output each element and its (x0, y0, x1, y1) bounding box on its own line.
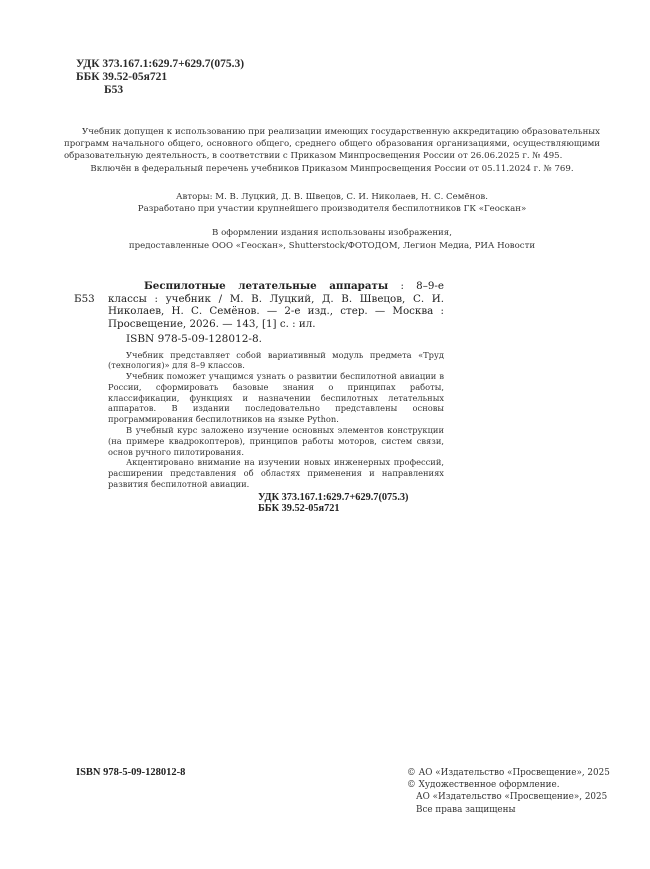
annotation-paragraph: Учебник представляет собой вариативный модуль предмета «Труд (технология)» для 8–9 классов. (108, 349, 444, 371)
copyright-design: © Художественное оформление. (407, 780, 560, 791)
credits (64, 179, 600, 252)
authors: Авторы: М. В. Луцкий, Д. В. Швецов, С. И. Николаев, Н. С. Семёнов. (176, 192, 488, 202)
author-mark: Б53 (104, 84, 124, 96)
udk-code: УДК 373.167.1:629.7+629.7(075.3) (76, 58, 245, 70)
bibliographic-description: : 8–9-е классы : учебник / М. В. Луцкий, Д. В. Швецов, С. И. Николаев, Н. С. Семёнов. — 2-е изд., стер. — Москва : Просвещение, 2026. — 143, [1] с. : ил. (108, 280, 445, 330)
catalog-bbk: ББК 39.52-05я721 (258, 503, 340, 515)
federal-list-text: Включён в федеральный перечень учебников Приказом Минпросвещения России от 05.11.2024 г. № 769. (90, 163, 574, 174)
developed-note: Разработано при участии крупнейшего производителя беспилотников ГК «Геоскан» (137, 204, 527, 215)
approval-notice (64, 126, 600, 175)
images-credit-line1: В оформлении издания использованы изображения, (212, 228, 452, 239)
bbk-code: ББК 39.52-05я721 (76, 71, 168, 83)
annotation-paragraph: В учебный курс заложено изучение основных элементов конструкции (на примере квадрокоптеров), принципов работы моторов, систем связи, основ ручного пилотирования. (108, 425, 444, 457)
bibliographic-record (66, 280, 444, 330)
book-title: Беспилотные летательные аппараты (144, 280, 389, 292)
footer-isbn: ISBN 978-5-09-128012-8 (76, 767, 186, 778)
annotation-paragraph: Акцентировано внимание на изучении новых инженерных профессий, расширении представления об областях применения и направлениях развития беспилотной авиации. (108, 457, 444, 490)
classification-header (76, 58, 244, 97)
catalog-card (66, 280, 444, 515)
copyright-publisher: © АО «Издательство «Просвещение», 2025 (407, 768, 610, 778)
copyright-block (407, 767, 610, 816)
catalog-classification (258, 492, 444, 515)
copyright-design-owner: АО «Издательство «Просвещение», 2025 (416, 792, 608, 803)
images-credit-line2: предоставленные ООО «Геоскан», Shutterstock/ФОТОДОМ, Легион Медиа, РИА Новости (128, 240, 536, 251)
catalog-author-mark: Б53 (74, 292, 95, 305)
catalog-udk: УДК 373.167.1:629.7+629.7(075.3) (258, 491, 409, 503)
annotation (108, 350, 444, 490)
rights-reserved: Все права защищены (416, 804, 516, 815)
annotation-paragraph: Учебник поможет учащимся узнать о развитии беспилотной авиации в России, сформировать базовые знания о принципах работы, классификации, функциях и назначении беспилотных летательных аппаратов. В издании последовательно представлены основы программирования беспилотников на языке Python. (108, 371, 444, 425)
approval-text: Учебник допущен к использованию при реализации имеющих государственную аккредитацию образовательных программ начального общего, основного общего, среднего общего образования организациями, осуществляющими образовательную деятельность, в соответствии с Приказом Минпросвещения России от 26.06.2025 г. № 495. (64, 127, 600, 162)
catalog-isbn: ISBN 978-5-09-128012-8. (126, 333, 262, 345)
